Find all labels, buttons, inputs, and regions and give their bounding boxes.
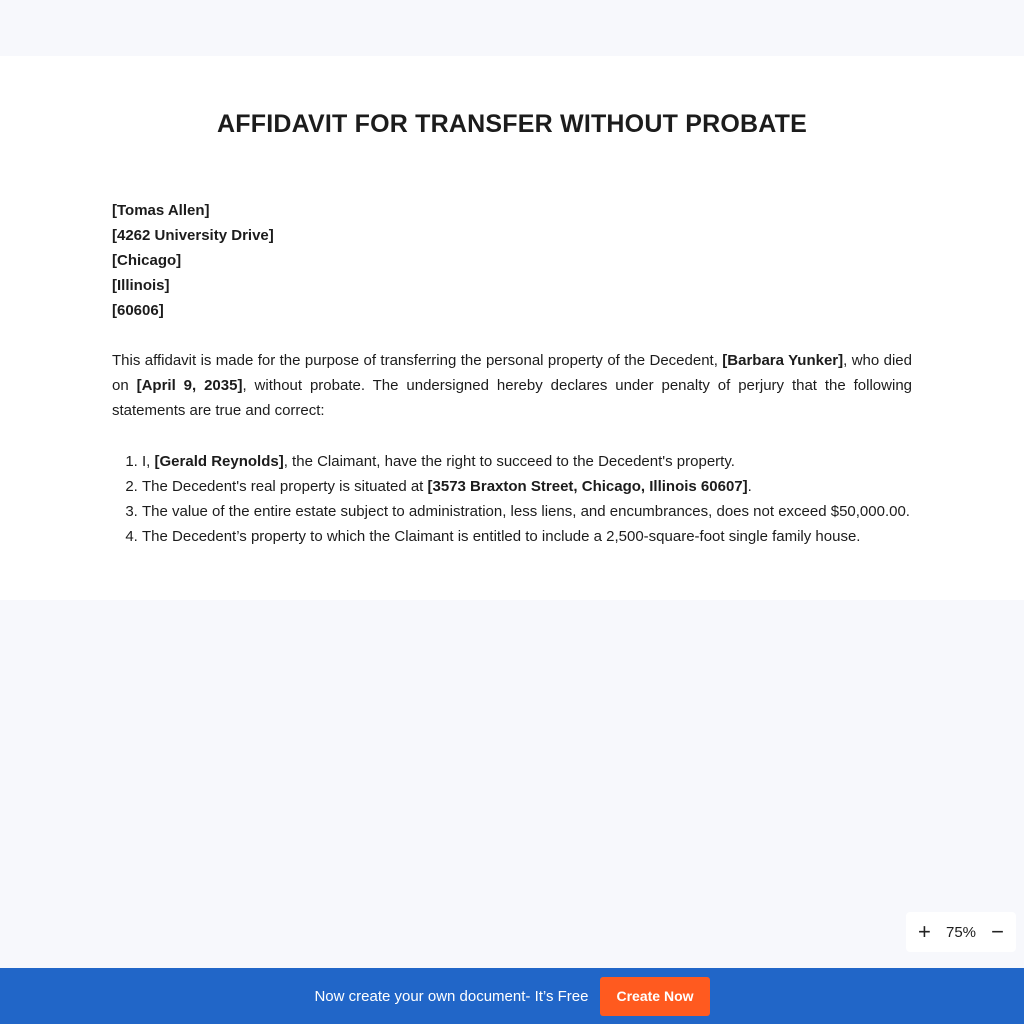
create-now-button[interactable]: Create Now bbox=[600, 977, 709, 1016]
address-name: [Tomas Allen] bbox=[112, 202, 210, 219]
list-item: 3. The value of the entire estate subject to administration, less liens, and encumbrances, does not exceed $50,000.00. bbox=[142, 499, 912, 524]
property-address: [3573 Braxton Street, Chicago, Illinois 60607] bbox=[427, 478, 748, 495]
document-title: AFFIDAVIT FOR TRANSFER WITHOUT PROBATE bbox=[217, 110, 807, 138]
list-item bbox=[142, 474, 912, 499]
address-block bbox=[112, 198, 274, 323]
address-city: [Chicago] bbox=[112, 252, 182, 269]
intro-paragraph bbox=[112, 348, 912, 423]
address-street: [4262 University Drive] bbox=[112, 227, 274, 244]
decedent-name: [Barbara Yunker] bbox=[722, 352, 844, 369]
item-text: I, bbox=[142, 453, 155, 470]
address-zip: [60606] bbox=[112, 302, 164, 319]
address-state: [Illinois] bbox=[112, 277, 170, 294]
intro-text: , without probate. The undersigned hereby declares under penalty of perjury that the following statements are true and correct: bbox=[112, 377, 912, 419]
intro-text: This affidavit is made for the purpose of transferring the personal property of the Decedent, bbox=[112, 352, 723, 369]
list-item bbox=[142, 449, 912, 474]
intro-text: , who died on bbox=[112, 352, 912, 394]
zoom-in-icon[interactable]: + bbox=[918, 919, 931, 944]
banner-text: Now create your own document- It’s Free bbox=[314, 987, 589, 1005]
death-date: [April 9, 2035] bbox=[136, 377, 243, 394]
list-item: 4. The Decedent’s property to which the Claimant is entitled to include a 2,500-square-foot single family house. bbox=[142, 524, 912, 549]
item-text: , the Claimant, have the right to succeed to the Decedent's property. bbox=[283, 453, 735, 470]
item-text: . bbox=[747, 478, 752, 495]
zoom-out-icon[interactable]: − bbox=[991, 919, 1004, 944]
item-text: The Decedent's real property is situated at bbox=[142, 478, 428, 495]
zoom-control bbox=[906, 912, 1016, 952]
statements-list bbox=[112, 449, 912, 549]
promo-banner bbox=[0, 968, 1024, 1024]
zoom-level: 75% bbox=[945, 923, 977, 941]
claimant-name: [Gerald Reynolds] bbox=[154, 453, 284, 470]
